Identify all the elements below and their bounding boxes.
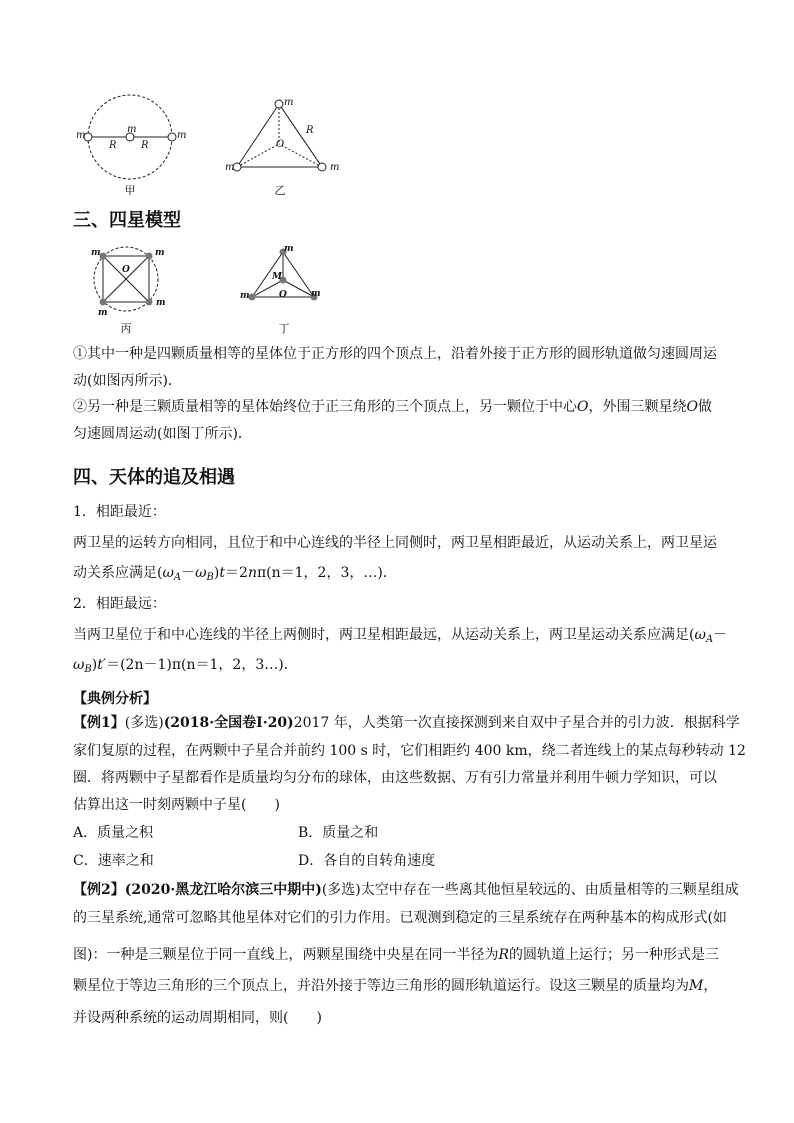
fig-jia-caption: 甲 xyxy=(124,184,136,197)
option-d: D．各自的自转角速度 xyxy=(298,853,436,869)
option-c: C．速率之和 xyxy=(73,853,154,869)
fig-ding-caption: 丁 xyxy=(278,322,290,335)
fig-yi-R: R xyxy=(306,125,314,136)
fig-yi-m-right: m xyxy=(330,162,340,173)
section-3-p1-line2: 动(如图丙所示)． xyxy=(73,373,182,389)
example-1-line4: 估算出这一时刻两颗中子星( ) xyxy=(73,797,280,813)
item1-title: 1．相距最近： xyxy=(73,504,166,520)
item2-title: 2．相距最远： xyxy=(73,596,166,612)
fig-bing-m1: m xyxy=(91,248,101,258)
analysis-title: 【典例分析】 xyxy=(73,691,157,707)
fig-ding-m-top: m xyxy=(284,244,294,254)
example-1-line3: 圈．将两颗中子星都看作是质量均匀分布的球体，由这些数据、万有引力常量并利用牛顿力学知识，可以 xyxy=(73,770,717,786)
fig-bing-m2: m xyxy=(155,248,165,258)
fig-ding-m-left: m xyxy=(240,291,250,301)
fig-jia-R2: R xyxy=(141,140,149,151)
section-4-title: 四、天体的追及相遇 xyxy=(73,467,235,488)
example-2-line1: 【例2】(2020·黑龙江哈尔滨三中期中)(多选)太空中存在一些离其他恒星较远的、由质量相等的三颗星组成 xyxy=(73,882,739,898)
fig-jia-m-left: m xyxy=(76,130,86,141)
section-3-p2-line1: ②另一种是三颗质量相等的星体始终位于正三角形的三个顶点上，另一颗位于中心O，外围三颗星绕O做 xyxy=(73,399,712,415)
option-b: B．质量之和 xyxy=(298,825,379,841)
fig-jia-m-center: m xyxy=(127,124,137,135)
item1-line1: 两卫星的运转方向相同，且位于和中心连线的半径上同侧时，两卫星相距最近，从运动关系上，两卫星运 xyxy=(73,535,717,551)
example-2-line5: 并设两种系统的运动周期相同，则( ) xyxy=(73,1010,322,1026)
example-2-line2: 的三星系统,通常可忽略其他星体对它们的引力作用。已观测到稳定的三星系统存在两种基本的构成形式(如 xyxy=(73,910,727,926)
fig-bing-caption: 丙 xyxy=(120,322,132,335)
section-3-p2-line2: 匀速圆周运动(如图丁所示)． xyxy=(73,426,252,442)
fig-yi-m-top: m xyxy=(284,97,294,108)
item1-line2: 动关系应满足$(\omega_A-\omega_B)t=2n\pi(n=1$，2，3，…)． xyxy=(73,565,397,583)
example-1-line2: 家们复原的过程，在两颗中子星合并前约 100 s 时，它们相距约 400 km，绕二者连线上的某点每秒转动 12 xyxy=(73,743,746,759)
fig-ding-m-right: m xyxy=(311,289,321,299)
fig-bing-O: O xyxy=(122,265,130,275)
fig-ding-M: M xyxy=(272,272,282,282)
section-3-title: 三、四星模型 xyxy=(73,210,181,231)
section-3-p1-line1: ①其中一种是四颗质量相等的星体位于正方形的四个顶点上，沿着外接于正方形的圆形轨道做匀速圆周运 xyxy=(73,346,717,362)
fig-jia-m-right: m xyxy=(177,130,187,141)
example-2-line4: 颗星位于等边三角形的三个顶点上，并沿外接于等边三角形的圆形轨道运行。设这三颗星的质量均为M， xyxy=(73,978,718,994)
example-1-line1: 【例1】(多选)(2018·全国卷Ⅰ·20)2017 年，人类第一次直接探测到来自双中子星合并的引力波．根据科学 xyxy=(73,715,740,731)
item2-line2: $\omega_B)t'=(2n-1)\pi(n=1$，2，3…)． xyxy=(73,657,298,675)
fig-bing-m3: m xyxy=(98,308,108,318)
fig-bing-m4: m xyxy=(156,298,166,308)
fig-yi-caption: 乙 xyxy=(274,184,286,197)
example-2-line3: 图)：一种是三颗星位于同一直线上，两颗星围绕中央星在同一半径为R的圆轨道上运行；另一种形式是三 xyxy=(73,947,720,963)
fig-jia-R1: R xyxy=(109,140,117,151)
fig-yi-m-left: m xyxy=(225,162,235,173)
fig-yi-O: O xyxy=(276,139,285,150)
fig-ding-O: O xyxy=(279,290,287,300)
option-a: A．质量之积 xyxy=(73,825,154,841)
item2-line1: 当两卫星位于和中心连线的半径上两侧时，两卫星相距最远，从运动关系上，两卫星运动关系应满足($\omega_A-$ xyxy=(73,627,728,645)
